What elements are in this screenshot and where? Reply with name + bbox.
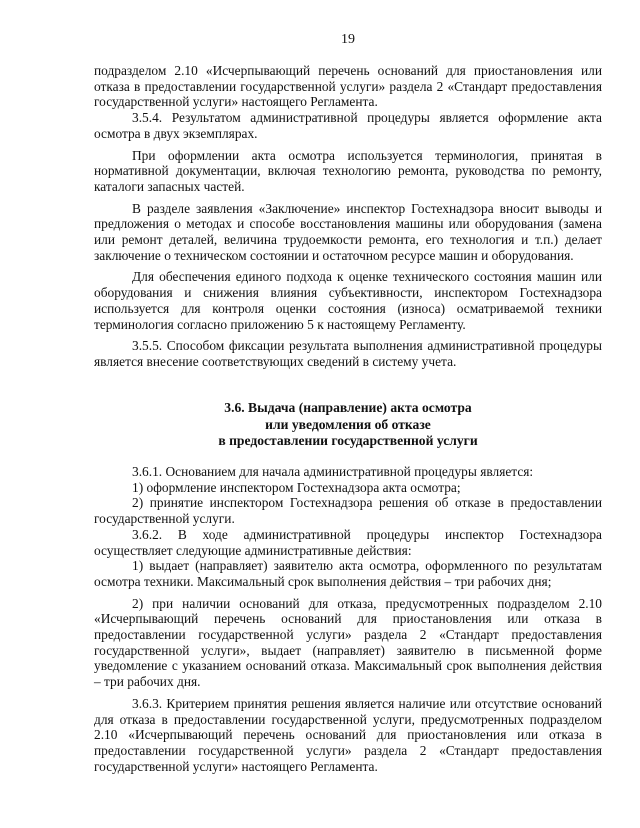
paragraph: 1) выдает (направляет) заявителю акта осмотра, оформленного по результатам осмотра техники. Максимальный срок выполнения действия – три рабочих дня; — [94, 558, 602, 589]
body-text-top — [94, 63, 602, 370]
paragraph: 3.6.1. Основанием для начала административной процедуры является: — [132, 464, 534, 479]
paragraph: 3.5.5. Способом фиксации результата выполнения административной процедуры является внесение соответствующих сведений в систему учета. — [94, 338, 602, 369]
paragraph: В разделе заявления «Заключение» инспектор Гостехнадзора вносит выводы и предложения о методах и способе восстановления машины или оборудования (замена или ремонт деталей, величина трудоемкости ремонта, его технология и т.п.) делает заключение о техническом состоянии и остаточном ресурсе машин и оборудования. — [94, 200, 602, 263]
paragraph: 3.6.3. Критерием принятия решения является наличие или отсутствие оснований для отказа в предоставлении государственной услуги, предусмотренных подразделом 2.10 «Исчерпывающий перечень оснований для приостановления или отказа в предоставлении государственной услуги» раздела 2 «Стандарт предоставления государственной услуги» настоящего Регламента. — [94, 695, 602, 774]
section-heading — [94, 400, 602, 450]
paragraph: При оформлении акта осмотра используется терминология, принятая в нормативной документации, включая технологию ремонта, руководства по ремонту, каталоги запасных частей. — [94, 147, 602, 194]
heading-line: или уведомления об отказе — [265, 416, 431, 432]
document-page — [94, 0, 602, 828]
paragraph: подразделом 2.10 «Исчерпывающий перечень оснований для приостановления или отказа в предоставлении государственной услуги» раздела 2 «Стандарт предоставления государственной услуги» настоящего Регламента. — [94, 63, 602, 110]
paragraph: 1) оформление инспектором Гостехнадзора акта осмотра; — [132, 479, 461, 495]
paragraph: 3.5.4. Результатом административной процедуры является оформление акта осмотра в двух экземплярах. — [94, 110, 602, 141]
paragraph: 2) при наличии оснований для отказа, предусмотренных подразделом 2.10 «Исчерпывающий перечень оснований для приостановления или отказа в предоставлении государственной услуги» раздела 2 «Стандарт предоставления государственной услуги», выдает (направляет) заявителю в письменной форме уведомление с указанием оснований отказа. Максимальный срок выполнения действия – три рабочих дня. — [94, 595, 602, 690]
page-number: 19 — [341, 32, 355, 47]
heading-line: 3.6. Выдача (направление) акта осмотра — [224, 400, 472, 415]
body-text-bottom — [94, 464, 602, 774]
paragraph: 3.6.2. В ходе административной процедуры инспектор Гостехнадзора осуществляет следующие административные действия: — [94, 526, 602, 558]
paragraph: Для обеспечения единого подхода к оценке технического состояния машин или оборудования и снижения влияния субъективности, инспектором Гостехнадзора используется для контроля оценки состояния (износа) осматриваемой техники терминология согласно приложению 5 к настоящему Регламенту. — [94, 269, 602, 332]
paragraph: 2) принятие инспектором Гостехнадзора решения об отказе в предоставлении государственной услуги. — [94, 495, 602, 527]
heading-line: в предоставлении государственной услуги — [218, 433, 478, 448]
